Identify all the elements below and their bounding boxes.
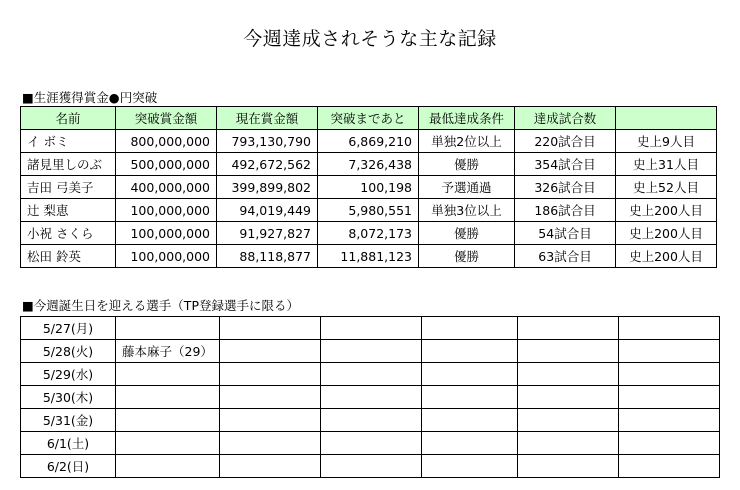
table-row	[21, 153, 717, 176]
cell-player	[421, 432, 517, 455]
cell-player	[116, 455, 220, 478]
cell-remaining: 5,980,551	[318, 199, 419, 222]
table-row	[21, 176, 717, 199]
cell-rank: 史上9人目	[616, 130, 717, 153]
cell-match: 186試合目	[515, 199, 616, 222]
header-current: 現在賞金額	[217, 107, 318, 130]
cell-player	[116, 317, 220, 340]
cell-player	[320, 432, 421, 455]
cell-target: 100,000,000	[116, 222, 217, 245]
cell-name: 辻 梨恵	[21, 199, 116, 222]
cell-player	[320, 455, 421, 478]
cell-player	[219, 363, 320, 386]
cell-date: 5/29(水)	[21, 363, 116, 386]
cell-player	[219, 432, 320, 455]
cell-target: 500,000,000	[116, 153, 217, 176]
cell-player	[116, 386, 220, 409]
header-condition: 最低達成条件	[419, 107, 515, 130]
cell-player	[618, 340, 719, 363]
cell-player	[219, 340, 320, 363]
cell-name: 諸見里しのぶ	[21, 153, 116, 176]
cell-target: 100,000,000	[116, 199, 217, 222]
cell-match: 63試合目	[515, 245, 616, 268]
cell-rank: 史上200人目	[616, 245, 717, 268]
cell-player	[219, 386, 320, 409]
cell-player	[219, 409, 320, 432]
table-row	[21, 363, 720, 386]
cell-remaining: 100,198	[318, 176, 419, 199]
cell-condition: 予選通過	[419, 176, 515, 199]
cell-player	[618, 432, 719, 455]
cell-condition: 優勝	[419, 245, 515, 268]
cell-player	[421, 455, 517, 478]
cell-player	[421, 386, 517, 409]
cell-player	[219, 317, 320, 340]
cell-target: 100,000,000	[116, 245, 217, 268]
table-row	[21, 130, 717, 153]
cell-player	[517, 409, 618, 432]
header-target: 突破賞金額	[116, 107, 217, 130]
table-row	[21, 386, 720, 409]
cell-target: 800,000,000	[116, 130, 217, 153]
cell-player	[320, 363, 421, 386]
cell-remaining: 6,869,210	[318, 130, 419, 153]
cell-current: 91,927,827	[217, 222, 318, 245]
cell-player	[517, 340, 618, 363]
cell-current: 399,899,802	[217, 176, 318, 199]
cell-current: 793,130,790	[217, 130, 318, 153]
cell-remaining: 7,326,438	[318, 153, 419, 176]
cell-match: 220試合目	[515, 130, 616, 153]
cell-player	[320, 409, 421, 432]
cell-match: 354試合目	[515, 153, 616, 176]
table-row	[21, 199, 717, 222]
cell-player	[517, 363, 618, 386]
header-match: 達成試合数	[515, 107, 616, 130]
page-title: 今週達成されそうな主な記録	[243, 28, 497, 50]
cell-date: 5/28(火)	[21, 340, 116, 363]
cell-player	[116, 409, 220, 432]
cell-rank: 史上200人目	[616, 199, 717, 222]
cell-condition: 単独2位以上	[419, 130, 515, 153]
cell-player	[116, 432, 220, 455]
table-row	[21, 222, 717, 245]
cell-player	[421, 363, 517, 386]
cell-match: 54試合目	[515, 222, 616, 245]
birthday-section-label: ■今週誕生日を迎える選手（TP登録選手に限る）	[22, 298, 299, 313]
cell-player: 藤本麻子（29）	[116, 340, 220, 363]
birthday-table	[20, 316, 720, 478]
table-row	[21, 340, 720, 363]
records-header-row	[21, 107, 717, 130]
cell-name: 小祝 さくら	[21, 222, 116, 245]
cell-player	[517, 386, 618, 409]
cell-condition: 単独3位以上	[419, 199, 515, 222]
cell-rank: 史上31人目	[616, 153, 717, 176]
cell-player	[320, 386, 421, 409]
cell-name: 松田 鈴英	[21, 245, 116, 268]
cell-current: 492,672,562	[217, 153, 318, 176]
cell-player	[517, 317, 618, 340]
table-row	[21, 432, 720, 455]
cell-player	[517, 455, 618, 478]
cell-date: 5/31(金)	[21, 409, 116, 432]
cell-remaining: 8,072,173	[318, 222, 419, 245]
cell-player	[618, 363, 719, 386]
cell-player	[219, 455, 320, 478]
cell-date: 5/30(木)	[21, 386, 116, 409]
cell-rank: 史上52人目	[616, 176, 717, 199]
cell-player	[421, 340, 517, 363]
cell-date: 5/27(月)	[21, 317, 116, 340]
cell-remaining: 11,881,123	[318, 245, 419, 268]
table-row	[21, 245, 717, 268]
table-row	[21, 455, 720, 478]
cell-player	[618, 386, 719, 409]
cell-date: 6/2(日)	[21, 455, 116, 478]
cell-player	[618, 455, 719, 478]
cell-player	[421, 317, 517, 340]
cell-date: 6/1(土)	[21, 432, 116, 455]
header-name: 名前	[21, 107, 116, 130]
cell-target: 400,000,000	[116, 176, 217, 199]
cell-player	[618, 317, 719, 340]
cell-name: イ ボミ	[21, 130, 116, 153]
cell-player	[116, 363, 220, 386]
cell-player	[421, 409, 517, 432]
cell-current: 88,118,877	[217, 245, 318, 268]
header-remaining: 突破まであと	[318, 107, 419, 130]
table-row	[21, 409, 720, 432]
cell-current: 94,019,449	[217, 199, 318, 222]
cell-name: 吉田 弓美子	[21, 176, 116, 199]
cell-condition: 優勝	[419, 153, 515, 176]
cell-player	[517, 432, 618, 455]
cell-player	[320, 340, 421, 363]
prize-records-table	[20, 106, 717, 268]
cell-player	[618, 409, 719, 432]
cell-condition: 優勝	[419, 222, 515, 245]
table-row	[21, 317, 720, 340]
header-rank	[616, 107, 717, 130]
cell-player	[320, 317, 421, 340]
cell-rank: 史上200人目	[616, 222, 717, 245]
records-section-label: ■生涯獲得賞金●円突破	[22, 90, 158, 105]
cell-match: 326試合目	[515, 176, 616, 199]
